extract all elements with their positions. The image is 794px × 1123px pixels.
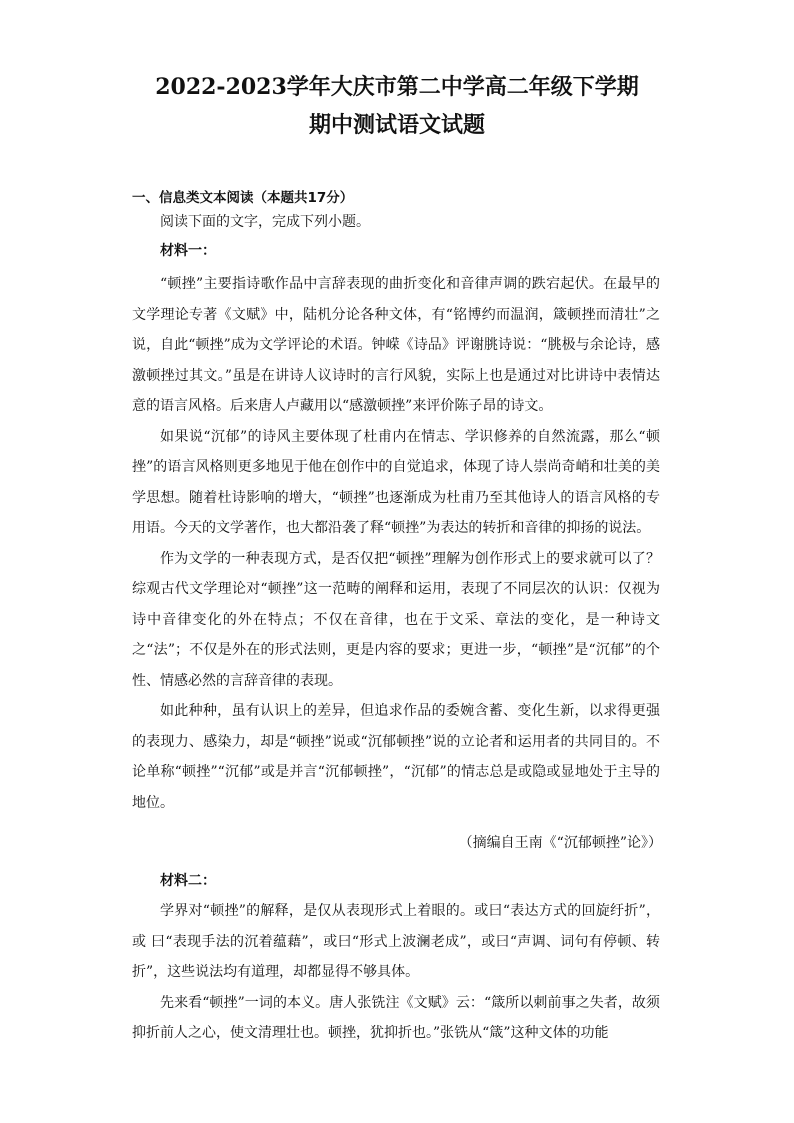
material1-text [132, 269, 660, 818]
material1-paragraph: “顿挫”主要指诗歌作品中言辞表现的曲折变化和音律声调的跌宕起伏。在最早的文学理论专著《文赋》中，陆机分论各种文体，有“铭博约而温润，箴顿挫而清壮”之说，自此“顿挫”成为文学评论的术语。钟嵘《诗品》评谢朓诗说：“朓极与余论诗，感激顿挫过其文。”虽是在讲诗人议诗时的言行风貌，实际上也是通过对比讲诗中表情达意的语言风格。后来唐人卢藏用以“感激顿挫”来评价陈子昂的诗文。 [132, 276, 660, 414]
reading-instruction: 阅读下面的文字，完成下列小题。 [160, 214, 370, 230]
material1-paragraph: 作为文学的一种表现方式，是否仅把“顿挫”理解为创作形式上的要求就可以了？综观古代文学理论对“顿挫”这一范畴的阐释和运用，表现了不同层次的认识：仅视为诗中音律变化的外在特点；不仅在音律，也在于文采、章法的变化，是一种诗文之“法”；不仅是外在的形式法则，更是内容的要求；更进一步，“顿挫”是“沉郁”的个性、情感必然的言辞音律的表现。 [132, 550, 660, 689]
material1-label: 材料一： [160, 243, 216, 259]
material1-paragraph: 如此种种，虽有认识上的差异，但追求作品的委婉含蓄、变化生新，以求得更强的表现力、感染力，却是“顿挫”说或“沉郁顿挫”说的立论者和运用者的共同目的。不论单称“顿挫”“沉郁”或是并言“沉郁顿挫”，“沉郁”的情志总是或隐或显地处于主导的地位。 [132, 703, 660, 811]
material2-label: 材料二： [160, 873, 216, 889]
material2-paragraph: 先来看“顿挫”一词的本义。唐人张铣注《文赋》云：“箴所以刺前事之失者，故须 抑折前人之心，使文清理壮也。顿挫，犹抑折也。”张铣从“箴”这种文体的功能 [132, 994, 660, 1041]
material1-paragraph: 如果说“沉郁”的诗风主要体现了杜甫内在情志、学识修养的自然流露，那么“顿挫”的语言风格则更多地见于他在创作中的自觉追求，体现了诗人崇尚奇峭和壮美的美学思想。随着杜诗影响的增大，“顿挫”也逐渐成为杜甫乃至其他诗人的语言风格的专用语。今天的文学著作，也大都沿袭了释“顿挫”为表达的转折和音律的抑扬的说法。 [132, 428, 660, 536]
material2-paragraph: 学界对“顿挫”的解释，是仅从表现形式上着眼的。或曰“表达方式的回旋纡折”，或 曰“表现手法的沉着蕴藉”，或曰“形式上波澜老成”，或曰“声调、词句有停顿、转折”，这些说法均有道理，却都显得不够具体。 [132, 903, 660, 980]
exam-title-line2: 期中测试语文试题 [308, 112, 485, 138]
material2-text [132, 896, 660, 1049]
section-heading: 一、信息类文本阅读（本题共17分） [132, 190, 354, 206]
material1-source: （摘编自王南《“沉郁顿挫”论》） [458, 835, 662, 851]
exam-title-line1: 2022-2023学年大庆市第二中学高二年级下学期 [155, 74, 639, 100]
